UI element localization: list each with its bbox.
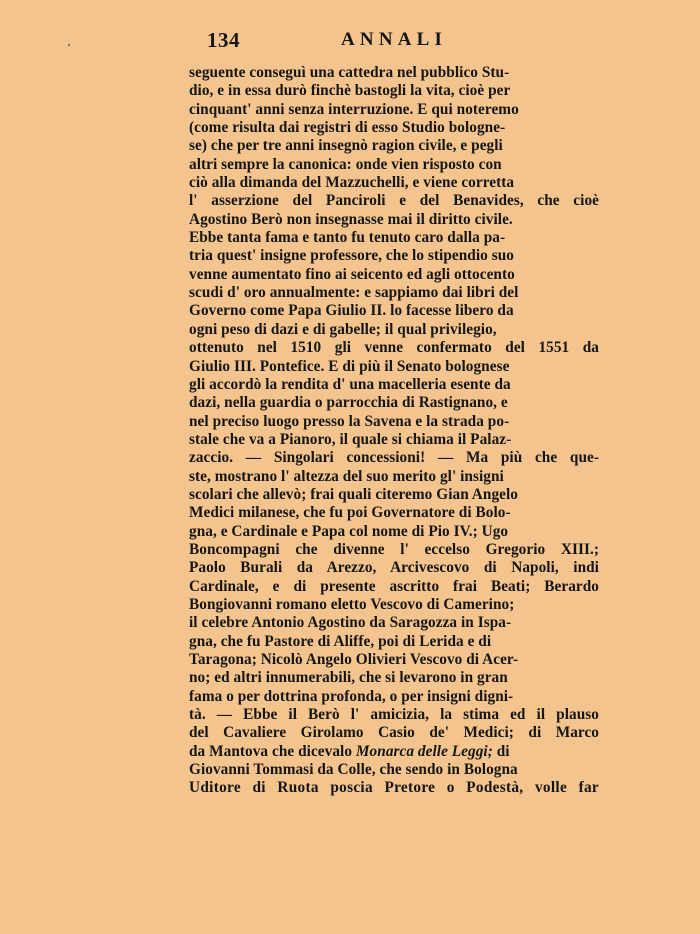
italic-title: Monarca delle Leggi; — [355, 742, 493, 760]
text-line — [189, 174, 599, 192]
text-line-content: Cardinale, e di presente ascritto frai Beati; Berardo — [189, 577, 599, 595]
text-line — [189, 101, 599, 119]
text-line-content: tria quest' insigne professore, che lo stipendio suo — [189, 247, 514, 265]
text-line — [189, 706, 599, 724]
text-line-content: Ebbe tanta fama e tanto fu tenuto caro dalla pa- — [189, 229, 506, 247]
text-line — [189, 64, 599, 82]
text-line-content: Bongiovanni romano eletto Vescovo di Camerino; — [189, 595, 515, 613]
text-line — [189, 559, 599, 577]
text-line — [189, 302, 599, 320]
text-line-content: l' asserzione del Panciroli e del Benavides, che cioè — [189, 192, 599, 210]
text-line — [189, 137, 599, 155]
text-line-content: gli accordò la rendita d' una macelleria esente da — [189, 375, 511, 393]
text-line-content: Agostino Berò non insegnasse mai il diritto civile. — [189, 210, 513, 228]
text-line-content: del Cavaliere Girolamo Casio de' Medici; di Marco — [189, 724, 599, 742]
text-line — [189, 614, 599, 632]
text-line — [189, 339, 599, 357]
text-line-content: dio, e in essa durò finchè bastogli la vita, cioè per — [189, 82, 511, 100]
text-line — [189, 376, 599, 394]
page-header — [0, 28, 700, 54]
text-line — [189, 284, 599, 302]
text-line — [189, 578, 599, 596]
text-line — [189, 229, 599, 247]
text-line-content: se) che per tre anni insegnò ragion civile, e pegli — [189, 137, 503, 155]
text-line-content: scolari che allevò; frai quali citeremo Gian Angelo — [189, 485, 518, 503]
text-line — [189, 486, 599, 504]
text-line — [189, 633, 599, 651]
text-line-content: ogni peso di dazi e di gabelle; il qual privilegio, — [189, 320, 497, 338]
text-line — [189, 82, 599, 100]
text-line — [189, 211, 599, 229]
text-line — [189, 596, 599, 614]
text-line-content — [189, 743, 510, 761]
text-line-content: gna, e Cardinale e Papa col nome di Pio IV.; Ugo — [189, 522, 509, 540]
text-line-content: ste, mostrano l' altezza del suo merito gl' insigni — [189, 467, 504, 485]
text-line-content: ciò alla dimanda del Mazzuchelli, e viene corretta — [189, 174, 515, 192]
text-line-content: gna, che fu Pastore di Aliffe, poi di Lerida e di — [189, 632, 492, 650]
text-line — [189, 541, 599, 559]
running-head: ANNALI — [341, 29, 448, 50]
text-line — [189, 156, 599, 174]
text-line-content: (come risulta dai registri di esso Studio bologne- — [189, 119, 506, 137]
text-line — [189, 688, 599, 706]
text-line — [189, 247, 599, 265]
text-line-content: Uditore di Ruota poscia Pretore o Podestà, volle far — [189, 779, 599, 797]
text-line — [189, 651, 599, 669]
text-line-content: Medici milanese, che fu poi Governatore di Bolo- — [189, 504, 511, 522]
text-line — [189, 761, 599, 779]
text-line-content: zaccio. — Singolari concessioni! — Ma più che que- — [189, 449, 599, 467]
text-line — [189, 119, 599, 137]
text-line — [189, 724, 599, 742]
text-line-content: Taragona; Nicolò Angelo Olivieri Vescovo di Acer- — [189, 651, 519, 668]
text-line-content: Paolo Burali da Arezzo, Arcivescovo di Napoli, indi — [189, 559, 599, 577]
text-line-content: Boncompagni che divenne l' eccelso Gregorio XIII.; — [189, 540, 599, 558]
text-line — [189, 431, 599, 449]
page-number: 134 — [207, 28, 240, 52]
text-line-content: cinquant' anni senza interruzione. E qui noteremo — [189, 100, 519, 118]
text-line-content: no; ed altri innumerabili, che si levarono in gran — [189, 669, 508, 687]
text-line-content: Governo come Papa Giulio II. lo facesse libero da — [189, 302, 514, 320]
text-line-content: altri sempre la canonica: onde vien risposto con — [189, 155, 502, 173]
text-line — [189, 504, 599, 522]
text-line-content: venne aumentato fino ai seicento ed agli ottocento — [189, 265, 515, 283]
text-line-content: stale che va a Pianoro, il quale si chiama il Palaz- — [189, 430, 512, 448]
text-line — [189, 779, 599, 797]
text-line — [189, 413, 599, 431]
text-line-content: Giovanni Tommasi da Colle, che sendo in Bologna — [189, 761, 518, 779]
text-line-content: seguente conseguì una cattedra nel pubblico Stu- — [189, 64, 510, 81]
text-line-content: nel preciso luogo presso la Savena e la strada po- — [189, 412, 510, 430]
text-line — [189, 358, 599, 376]
text-line — [189, 394, 599, 412]
text-line-content: il celebre Antonio Agostino da Saragozza in Ispa- — [189, 614, 512, 632]
text-line-content: dazi, nella guardia o parrocchia di Rastignano, e — [189, 394, 508, 412]
body-text — [189, 64, 599, 798]
text-line — [189, 468, 599, 486]
text-line — [189, 669, 599, 687]
text-segment: di — [492, 742, 510, 760]
text-line — [189, 523, 599, 541]
text-line-content: fama o per dottrina profonda, o per insigni digni- — [189, 687, 514, 705]
text-segment: da Mantova che dicevalo — [189, 742, 356, 760]
text-line-content: scudi d' oro annualmente: e sappiamo dai libri del — [189, 284, 519, 302]
text-line — [189, 266, 599, 284]
text-line-content: Giulio III. Pontefice. E di più il Senato bolognese — [189, 357, 510, 375]
text-line — [189, 743, 599, 761]
text-line — [189, 321, 599, 339]
text-line — [189, 449, 599, 467]
text-line-content: ottenuto nel 1510 gli venne confermato del 1551 da — [189, 339, 599, 357]
text-line-content: tà. — Ebbe il Berò l' amicizia, la stima ed il plauso — [189, 706, 599, 724]
text-line — [189, 192, 599, 210]
